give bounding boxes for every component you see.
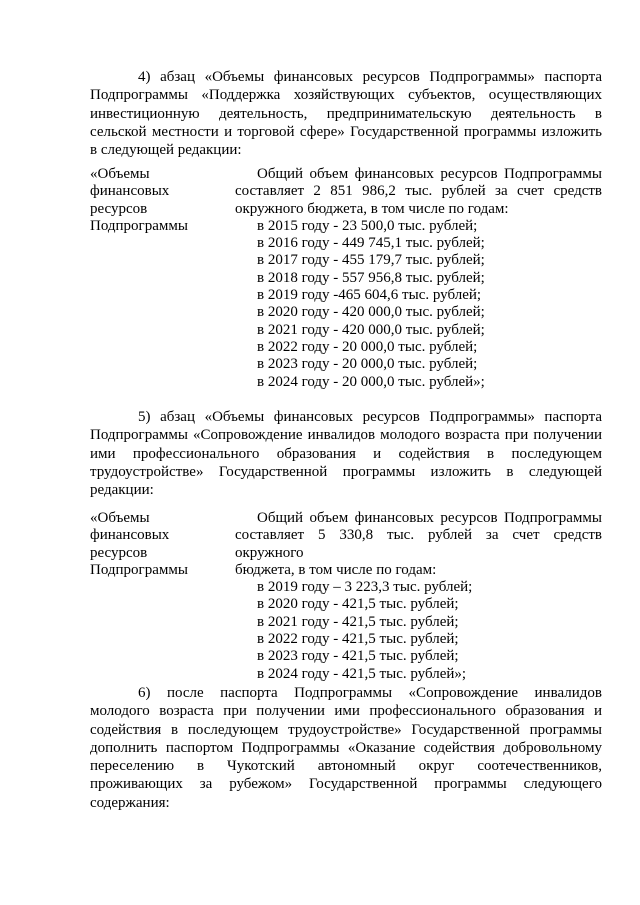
year-list: [235, 579, 602, 683]
year-item: в 2017 году - 455 179,7 тыс. рублей;: [257, 252, 485, 269]
paragraph-line: содержания:: [90, 794, 170, 811]
intro-line: Общий объем финансовых ресурсов Подпрограммы: [257, 510, 602, 526]
paragraph-line: проживающих за рубежом» Государственной программы следующего: [90, 776, 602, 793]
year-list: [235, 218, 602, 391]
year-item: в 2020 году - 421,5 тыс. рублей;: [257, 596, 459, 613]
intro-line: составляет 5 330,8 тыс. рублей за счет средств окружного: [235, 527, 602, 561]
paragraph-6: [90, 684, 602, 812]
intro-line: бюджета, в том числе по годам:: [235, 561, 437, 578]
label-line: финансовых: [90, 527, 170, 544]
paragraph-line: молодого возраста при получении ими профессионального образования и: [90, 703, 602, 720]
label-line: «Объемы: [90, 510, 150, 526]
paragraph-line: содействия в последующем трудоустройстве» Государственной программы: [90, 721, 602, 738]
paragraph-line: Подпрограммы «Поддержка хозяйствующих субъектов, осуществляющих: [90, 87, 602, 104]
intro-line: составляет 2 851 986,2 тыс. рублей за счет средств: [235, 183, 602, 200]
label-line: «Объемы: [90, 166, 150, 182]
paragraph-5: [90, 408, 602, 499]
year-item: в 2023 году - 20 000,0 тыс. рублей;: [257, 356, 478, 373]
paragraph-line: Подпрограммы «Сопровождение инвалидов молодого возраста при получении: [90, 427, 602, 444]
paragraph-line: ими профессионального образования и содействия в последующем: [90, 445, 602, 462]
paragraph-line: 5) абзац «Объемы финансовых ресурсов Подпрограммы» паспорта: [138, 409, 602, 425]
year-item: в 2022 году - 421,5 тыс. рублей;: [257, 631, 459, 648]
paragraph-line: переселению в Чукотский автономный округ соотечественников,: [90, 758, 602, 775]
year-item: в 2019 году – 3 223,3 тыс. рублей;: [257, 579, 473, 596]
year-item: в 2023 году - 421,5 тыс. рублей;: [257, 648, 459, 665]
intro-line: окружного бюджета, в том числе по годам:: [235, 200, 509, 217]
label-line: Подпрограммы: [90, 561, 188, 578]
label-line: финансовых: [90, 183, 170, 200]
year-item: в 2018 году - 557 956,8 тыс. рублей;: [257, 269, 485, 286]
year-item: в 2019 году -465 604,6 тыс. рублей;: [257, 287, 482, 304]
intro-line: Общий объем финансовых ресурсов Подпрограммы: [257, 166, 602, 182]
paragraph-line: инвестиционную деятельность, предпринимательскую деятельность в: [90, 105, 602, 122]
year-item: в 2021 году - 421,5 тыс. рублей;: [257, 613, 459, 630]
paragraph-line: в следующей редакции:: [90, 142, 242, 159]
year-item: в 2024 году - 421,5 тыс. рублей»;: [257, 665, 467, 682]
year-item: в 2024 году - 20 000,0 тыс. рублей»;: [257, 373, 485, 390]
label-line: ресурсов: [90, 200, 148, 217]
label-line: ресурсов: [90, 544, 148, 561]
year-item: в 2015 году - 23 500,0 тыс. рублей;: [257, 217, 478, 234]
block-label: [90, 166, 210, 235]
paragraph-line: дополнить паспортом Подпрограммы «Оказание содействия добровольному: [90, 739, 602, 756]
block-content: [235, 510, 602, 683]
paragraph-line: 4) абзац «Объемы финансовых ресурсов Подпрограммы» паспорта: [138, 69, 602, 85]
block-content: [235, 166, 602, 391]
block-label: [90, 510, 210, 579]
paragraph-line: трудоустройстве» Государственной программы изложить в следующей: [90, 463, 602, 480]
paragraph-line: 6) после паспорта Подпрограммы «Сопровождение инвалидов: [138, 685, 602, 701]
paragraph-line: сельской местности и торговой сфере» Государственной программы изложить: [90, 123, 602, 140]
year-item: в 2016 году - 449 745,1 тыс. рублей;: [257, 235, 485, 252]
year-item: в 2021 году - 420 000,0 тыс. рублей;: [257, 321, 485, 338]
label-line: Подпрограммы: [90, 217, 188, 234]
year-item: в 2020 году - 420 000,0 тыс. рублей;: [257, 304, 485, 321]
paragraph-4: [90, 68, 602, 159]
year-item: в 2022 году - 20 000,0 тыс. рублей;: [257, 338, 478, 355]
paragraph-line: редакции:: [90, 482, 154, 499]
